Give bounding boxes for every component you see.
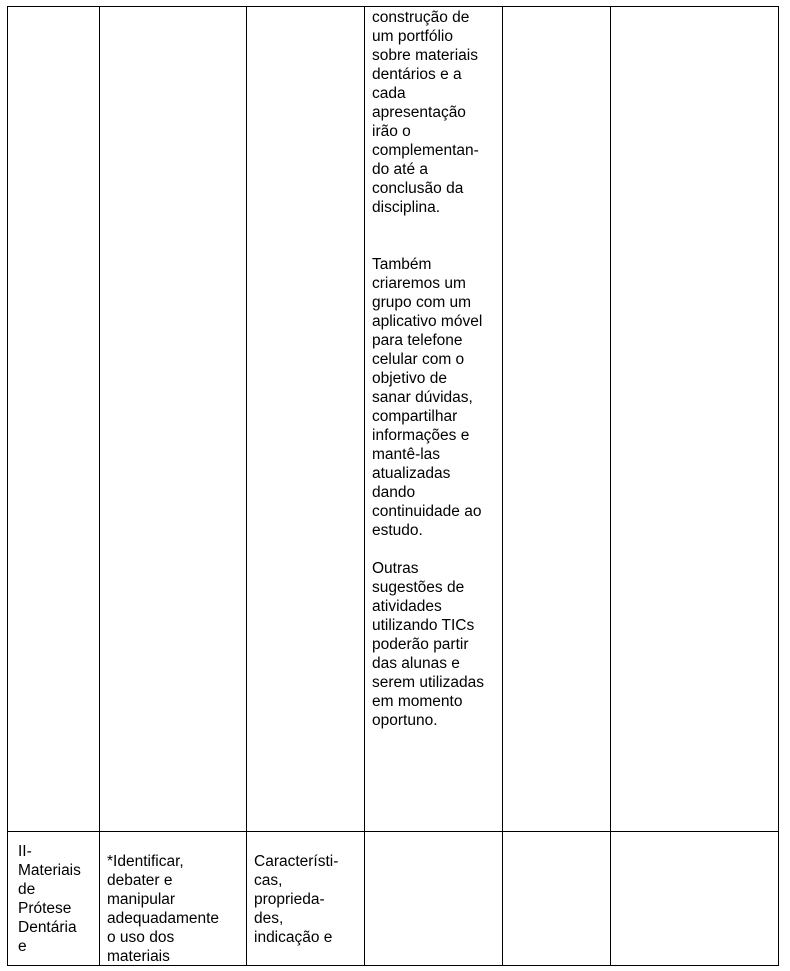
- unit-cell: II- Materiais de Prótese Dentária e: [18, 843, 81, 955]
- table-bottom-border: [7, 965, 779, 966]
- column-border: [7, 6, 8, 965]
- column-border: [246, 6, 247, 965]
- column-border: [610, 6, 611, 965]
- column-border: [99, 6, 100, 965]
- content-cell: Característi- cas, proprieda- des, indicação e: [254, 853, 339, 946]
- column-border: [778, 6, 779, 965]
- strategies-cell: construção de um portfólio sobre materiais dentários e a cada apresentação irão o complementan- do até a conclusão da disciplina. Também criaremos um grupo com um aplicativo móvel para telefone celular com o objetivo de sanar dúvidas, compartilhar informações e mantê-las atualizadas dando continuidade ao estudo. Outras sugestões de atividades utilizando TICs poderão partir das alunas e serem utilizadas em momento oportuno.: [372, 9, 484, 729]
- column-border: [502, 6, 503, 965]
- row-divider: [7, 831, 779, 832]
- column-border: [364, 6, 365, 965]
- table-top-border: [7, 6, 779, 7]
- objectives-cell: *Identificar, debater e manipular adequadamente o uso dos materiais: [107, 853, 220, 965]
